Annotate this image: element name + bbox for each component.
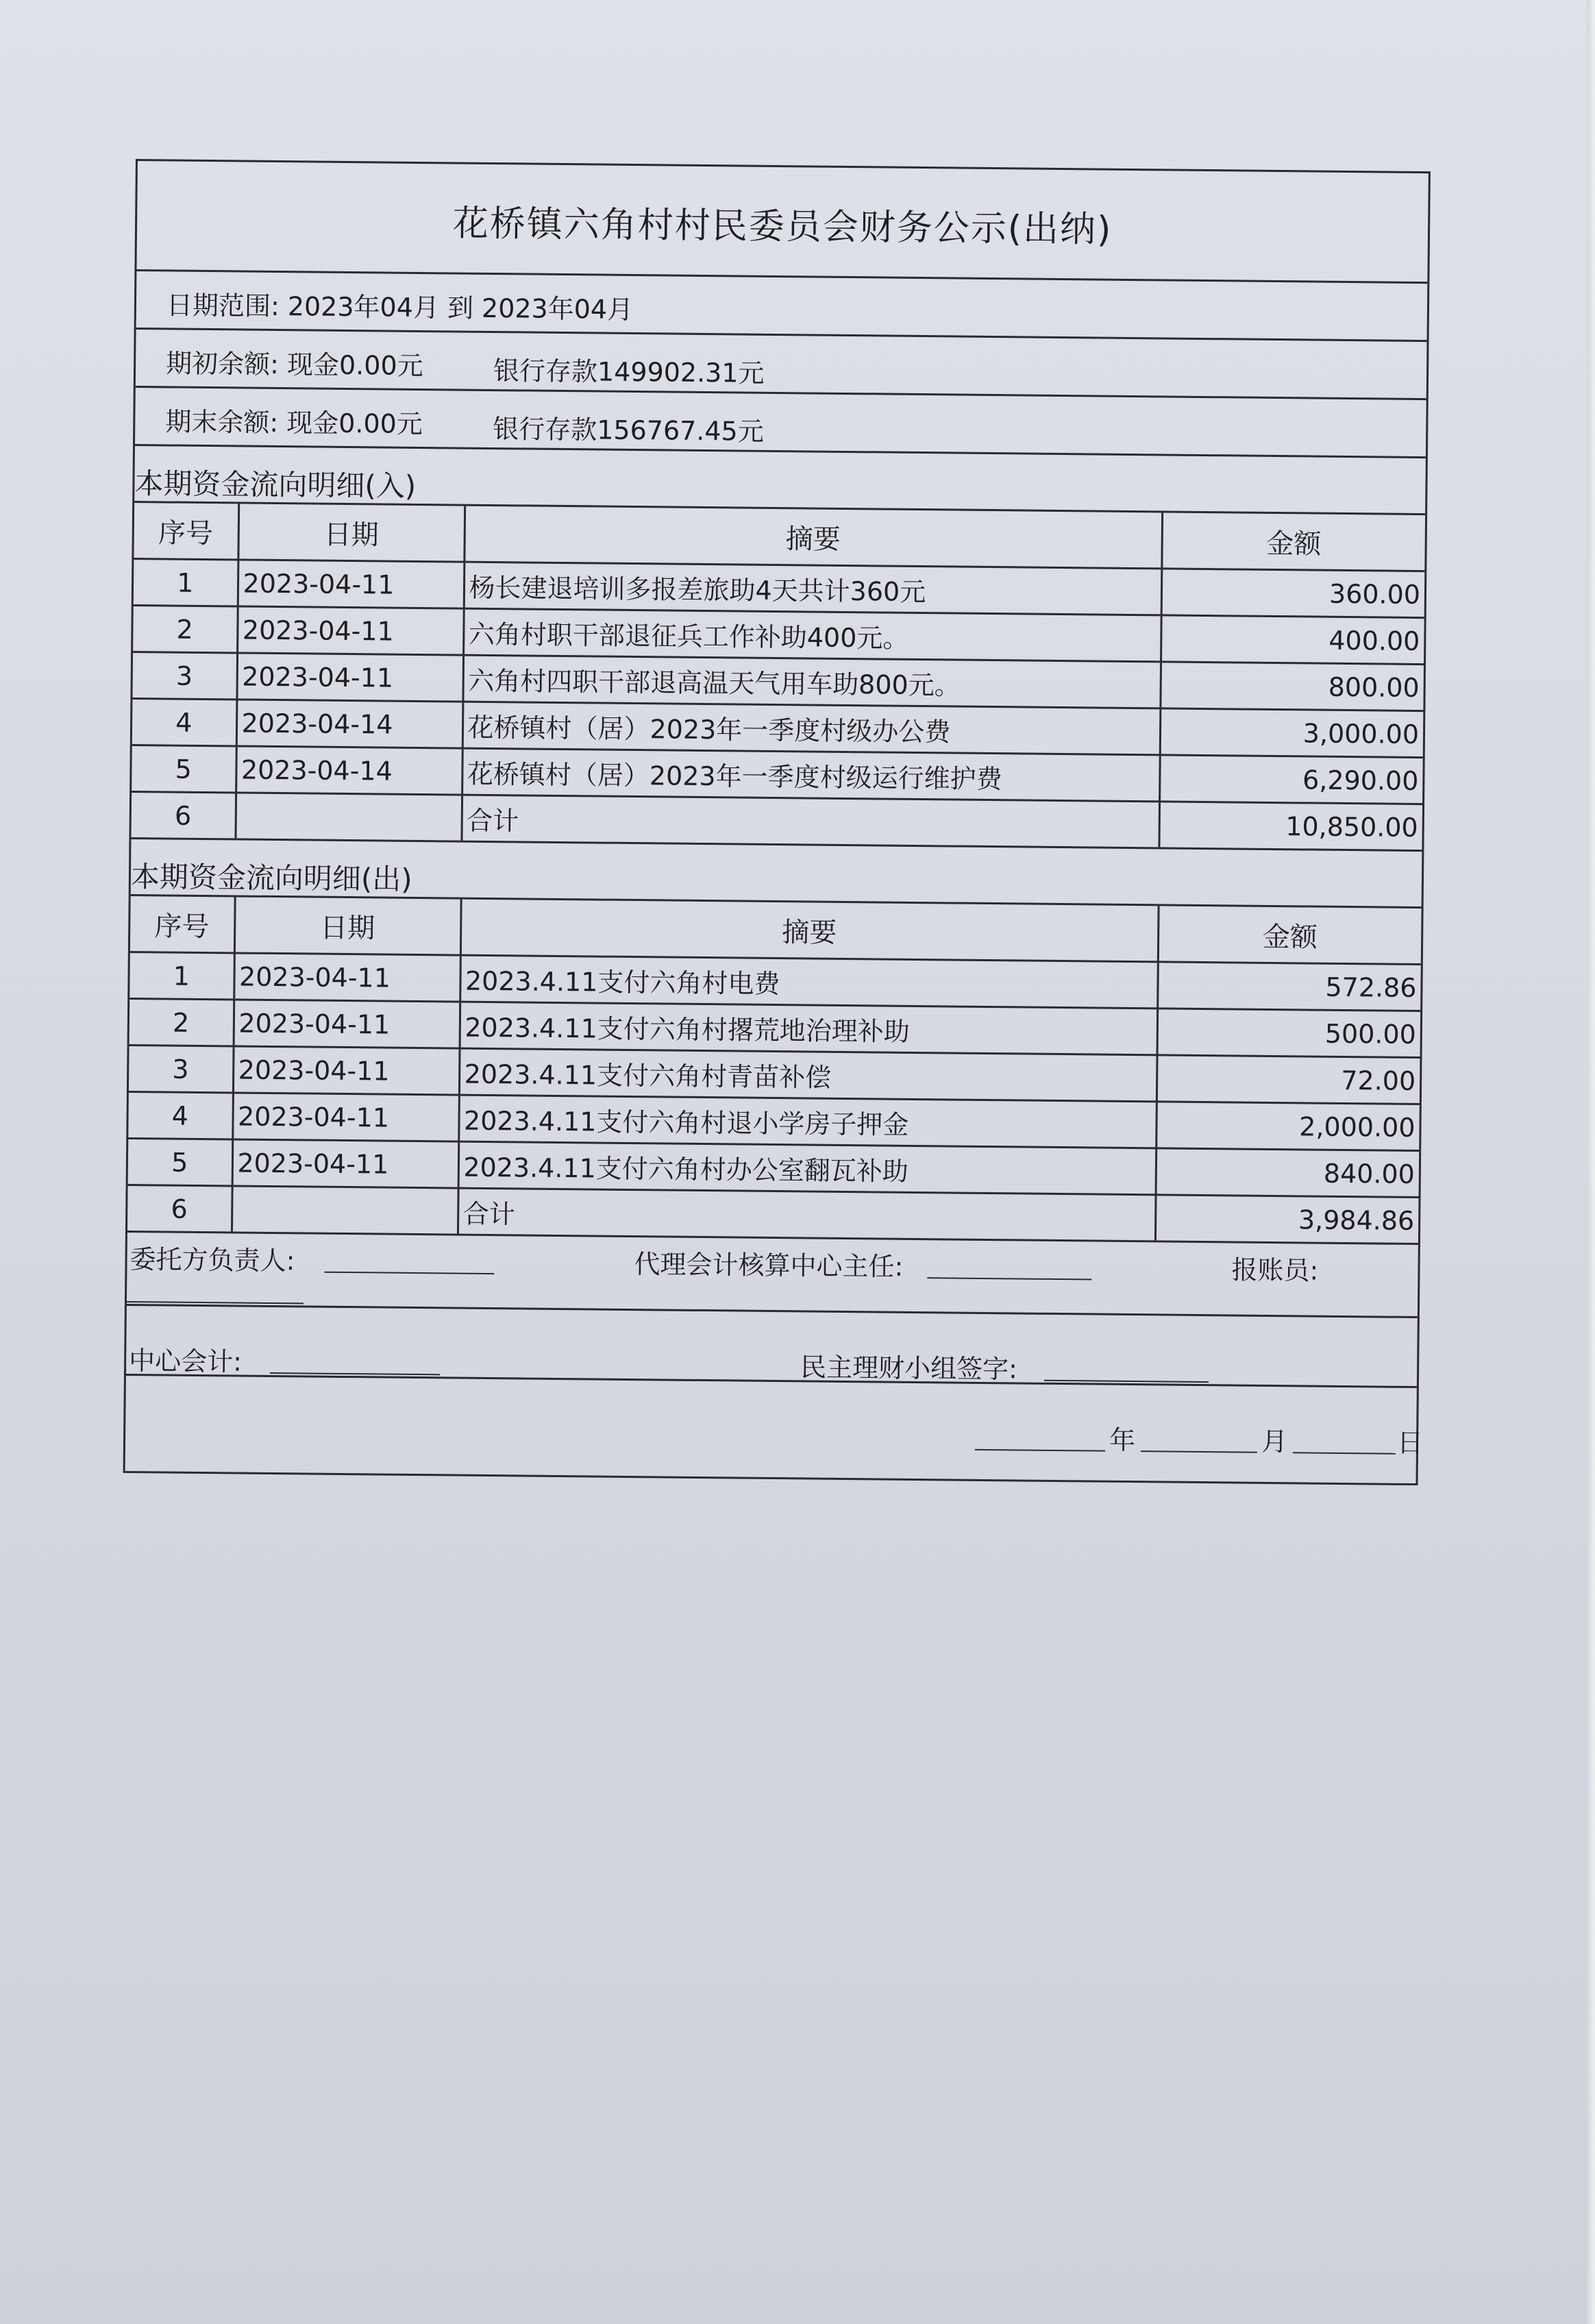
income-seq: 3 xyxy=(132,652,237,699)
day-blank xyxy=(1293,1452,1396,1454)
center-director-signature-line xyxy=(927,1277,1091,1280)
expense-header-amount: 金额 xyxy=(1158,906,1422,964)
client-head-signature-line xyxy=(324,1272,494,1274)
income-header-summary: 摘要 xyxy=(464,506,1162,569)
income-date: 2023-04-11 xyxy=(238,560,465,608)
expense-header-summary: 摘要 xyxy=(460,900,1159,962)
expense-header-date: 日期 xyxy=(234,897,461,955)
client-head-label: 委托方负责人: xyxy=(129,1244,295,1276)
income-summary: 花桥镇村（居）2023年一季度村级办公费 xyxy=(462,702,1161,755)
expense-amount: 2,000.00 xyxy=(1156,1102,1420,1151)
income-summary: 六角村四职干部退高温天气用车助800元。 xyxy=(462,655,1161,708)
income-seq: 1 xyxy=(134,559,238,606)
income-summary: 六角村职干部退征兵工作补助400元。 xyxy=(463,608,1161,662)
finance-sheet xyxy=(123,159,1447,1459)
income-summary: 花桥镇村（居）2023年一季度村级运行维护费 xyxy=(462,748,1160,802)
expense-total-amount: 3,984.86 xyxy=(1155,1195,1419,1243)
expense-summary: 2023.4.11支付六角村撂荒地治理补助 xyxy=(460,1002,1158,1055)
paper-edge xyxy=(1587,0,1595,2324)
income-amount: 800.00 xyxy=(1160,662,1424,711)
income-section-title: 本期资金流向明细(入) xyxy=(134,467,417,503)
income-amount: 6,290.00 xyxy=(1159,755,1423,804)
income-seq: 6 xyxy=(131,791,236,838)
income-seq: 2 xyxy=(133,605,238,652)
income-seq: 5 xyxy=(132,745,236,792)
income-summary: 杨长建退培训多报差旅助4天共计360元 xyxy=(464,562,1162,615)
income-date xyxy=(235,793,462,841)
expense-date: 2023-04-11 xyxy=(233,1046,460,1095)
expense-date: 2023-04-11 xyxy=(234,1000,460,1048)
expense-seq: 6 xyxy=(127,1185,232,1231)
income-date: 2023-04-14 xyxy=(236,700,463,748)
income-total-label: 合计 xyxy=(461,795,1159,847)
expense-date xyxy=(232,1186,458,1234)
title-row xyxy=(136,161,1428,284)
income-amount: 400.00 xyxy=(1161,615,1424,665)
closing-cash: 期末余额: 现金0.00元 xyxy=(165,406,423,440)
expense-summary: 2023.4.11支付六角村退小学房子押金 xyxy=(458,1095,1157,1148)
income-amount: 360.00 xyxy=(1161,569,1425,618)
month-blank xyxy=(1141,1450,1257,1453)
signature-area xyxy=(125,1231,1424,1483)
center-accountant-label: 中心会计: xyxy=(128,1345,243,1377)
income-date: 2023-04-14 xyxy=(236,746,462,795)
expense-summary: 2023.4.11支付六角村青苗补偿 xyxy=(459,1048,1157,1102)
reimburser-label: 报账员: xyxy=(1231,1254,1319,1286)
income-header-amount: 金额 xyxy=(1161,512,1425,571)
closing-bank: 银行存款156767.45元 xyxy=(493,414,764,447)
expense-amount: 72.00 xyxy=(1157,1055,1420,1104)
expense-total-label: 合计 xyxy=(458,1188,1156,1240)
expense-summary: 2023.4.11支付六角村办公室翻瓦补助 xyxy=(458,1141,1157,1195)
expense-amount: 500.00 xyxy=(1157,1009,1421,1058)
opening-bank: 银行存款149902.31元 xyxy=(493,356,765,388)
expense-seq: 5 xyxy=(128,1138,233,1185)
year-label: 年 xyxy=(1109,1424,1136,1456)
expense-seq: 3 xyxy=(129,1045,234,1092)
day-label: 日 xyxy=(1396,1427,1424,1459)
income-total-amount: 10,850.00 xyxy=(1159,802,1422,850)
document-title: 花桥镇六角村村民委员会财务公示(出纳) xyxy=(452,203,1113,251)
signature-divider xyxy=(126,1374,1417,1388)
income-amount: 3,000.00 xyxy=(1160,708,1424,758)
expense-date: 2023-04-11 xyxy=(234,953,460,1002)
income-date: 2023-04-11 xyxy=(237,606,464,655)
income-seq: 4 xyxy=(132,698,237,745)
expense-date: 2023-04-11 xyxy=(232,1139,459,1188)
expense-seq: 4 xyxy=(128,1091,233,1139)
expense-section-title: 本期资金流向明细(出) xyxy=(130,859,412,896)
signature-divider xyxy=(127,1304,1418,1318)
income-header-date: 日期 xyxy=(238,504,465,562)
finance-group-label: 民主理财小组签字: xyxy=(800,1352,1018,1385)
expense-amount: 840.00 xyxy=(1156,1148,1420,1198)
expense-seq: 2 xyxy=(129,998,234,1046)
income-table xyxy=(131,503,1425,850)
date-range: 日期范围: 2023年04月 到 2023年04月 xyxy=(166,290,634,325)
expense-seq: 1 xyxy=(129,952,234,999)
year-blank xyxy=(975,1449,1105,1452)
income-date: 2023-04-11 xyxy=(236,653,463,702)
expense-amount: 572.86 xyxy=(1157,962,1421,1011)
expense-header-seq: 序号 xyxy=(130,896,235,953)
expense-date: 2023-04-11 xyxy=(232,1093,459,1141)
center-director-label: 代理会计核算中心主任: xyxy=(634,1249,904,1282)
income-header-seq: 序号 xyxy=(134,503,238,560)
opening-cash: 期初余额: 现金0.00元 xyxy=(165,348,423,382)
finance-table-frame xyxy=(123,159,1431,1485)
expense-section-title-row xyxy=(131,837,1422,908)
expense-table xyxy=(127,896,1422,1243)
expense-summary: 2023.4.11支付六角村电费 xyxy=(460,955,1158,1009)
month-label: 月 xyxy=(1261,1426,1288,1457)
